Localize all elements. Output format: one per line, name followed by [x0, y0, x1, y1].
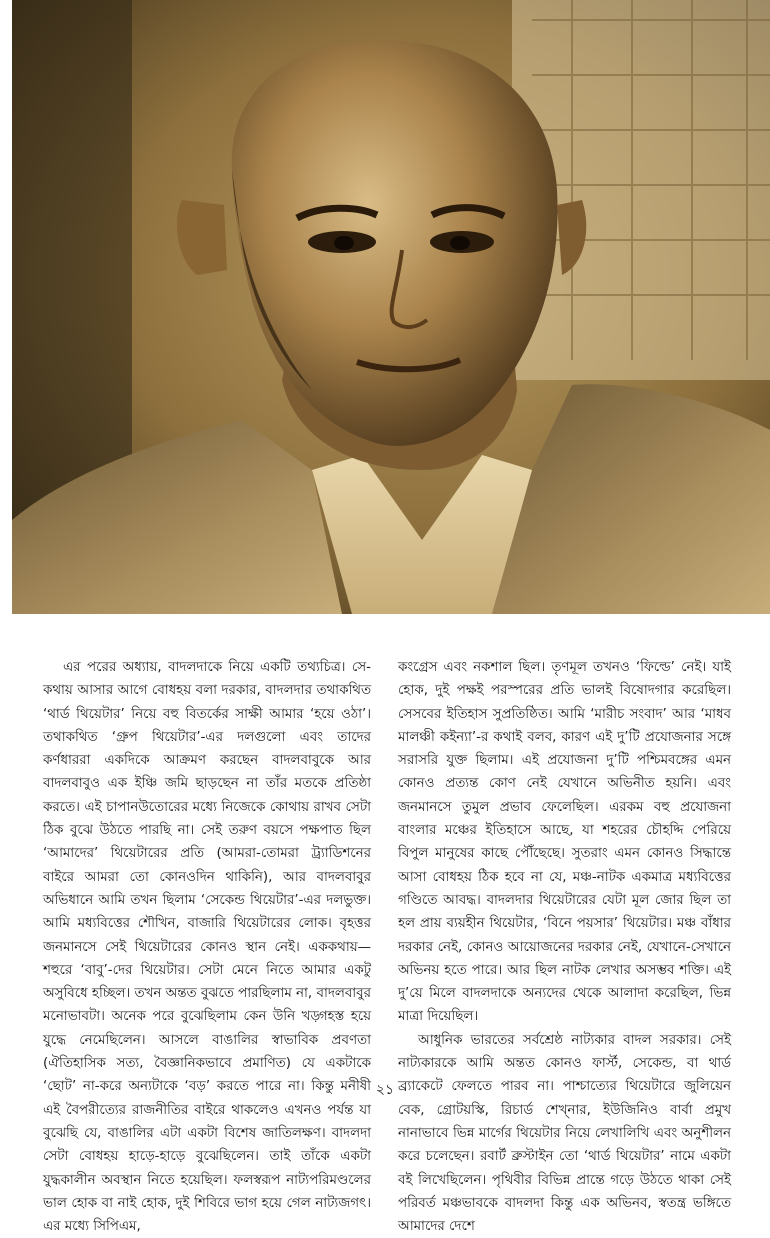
page-number: ২১ [375, 1082, 395, 1098]
text-column-left [43, 656, 371, 1238]
portrait-photo-drawing [12, 0, 770, 614]
paragraph: আধুনিক ভারতের সর্বশ্রেষ্ঠ নাট্যকার বাদল সরকার। সেই নাট্যকারকে আমি অন্তত কোনও ফার্স্ট, সেকেন্ড, বা থার্ড ব্র্যাকেটে ফেলতে পারব না। পাশ্চাত্যের থিয়েটারে জুলিয়েন বেক, গ্রোটয়স্কি, রিচার্ড শেখ্নার, ইউজিনিও বার্বা প্রমুখ নানাভাবে ভিন্ন মার্গের থিয়েটার নিয়ে লেখালিখি এবং অনুশীলন করে চলেছেন। রবার্ট ব্রুস্টাইন তো ‘থার্ড থিয়েটার’ নামে একটা বই লিখেছিলেন। পৃথিবীর বিভিন্ন প্রান্তে গড়ে উঠতে থাকা সেই পরিবর্ত মঞ্চভাবকে বাদলদা কিন্তু এক অভিনব, স্বতন্ত্র ভঙ্গিতে আমাদের দেশে [398, 1032, 731, 1235]
text-column-right [398, 656, 731, 1238]
paragraph: এর পরের অধ্যায়, বাদলদাকে নিয়ে একটি তথ্যচিত্র। সে-কথায় আসার আগে বোধহয় বলা দরকার, বাদলদার তথাকথিত ‘থার্ড থিয়েটার’ নিয়ে বহু বিতর্কের সাক্ষী আমার ‘হয়ে ওঠা’। তথাকথিত ‘গ্রুপ থিয়েটার’-এর দলগুলো এবং তাদের কর্ণধাররা একদিকে আক্রমণ করছেন বাদলবাবুকে আর বাদলবাবুও এক ইঞ্চি জমি ছাড়ছেন না তাঁর মতকে প্রতিষ্ঠা করতে। এই চাপানউতোরের মধ্যে নিজেকে কোথায় রাখব সেটা ঠিক বুঝে উঠতে পারছি না। সেই তরুণ বয়সে পক্ষপাত ছিল ‘আমাদের’ থিয়েটারের প্রতি (আমরা-তোমরা ট্র্যাডিশনের বাইরে আমরা তো কোনওদিন থাকিনি), আর বাদলবাবুর অভিধানে আমি তখন ছিলাম ‘সেকেন্ড থিয়েটার’-এর দলভুক্ত। আমি মধ্যবিত্তের শৌখিন, বাজারি থিয়েটারের লোক। বৃহত্তর জনমানসে সেই থিয়েটারের কোনও স্থান নেই। এককথায়—শহুরে ‘বাবু’-দের থিয়েটার। সেটা মেনে নিতে আমার একটু অসুবিধে হচ্ছিল। তখন অন্তত বুঝতে পারছিলাম না, বাদলবাবুর মনোভাবটা। অনেক পরে বুঝেছিলাম কেন উনি খড়্গহস্ত হয়ে যুদ্ধে নেমেছিলেন। আসলে বাঙালির স্বাভাবিক প্রবণতা (ঐতিহাসিক সত্য, বৈজ্ঞানিকভাবে প্রমাণিত) যে একটাকে ‘ছোট’ না-করে অন্যটাকে ‘বড়’ করতে পারে না। কিন্তু মনীষী এই বৈপরীত্যের রাজনীতির বাইরে থাকলেও এখনও পর্যন্ত যা বুঝেছি যে, বাঙালির এটা একটা বিশেষ জাতিলক্ষণ। বাদলদা সেটা বোধহয় হাড়ে-হাড়ে বুঝেছিলেন। তাই তাঁকে একটা যুদ্ধকালীন অবস্থান নিতে হয়েছিল। ফলস্বরূপ নাট্যপরিমণ্ডলের ভাল হোক বা নাই হোক, দুই শিবিরে ভাগ হয়ে গেল নাট্যজগৎ। এর মধ্যে সিপিএম, [43, 660, 371, 1235]
paragraph: কংগ্রেস এবং নকশাল ছিল। তৃণমূল তখনও ‘ফিল্ডে’ নেই। যাই হোক, দুই পক্ষই পরস্পরের প্রতি ভালই বিষোদগার করেছিল। সেসবের ইতিহাস সুপ্রতিষ্ঠিত। আমি ‘মারীচ সংবাদ’ আর ‘মাধব মালঞ্চী কইন্যা’-র কথাই বলব, কারণ এই দু’টি প্রযোজনার সঙ্গে সরাসরি যুক্ত ছিলাম। এই প্রযোজনা দু’টি পশ্চিমবঙ্গের এমন কোনও প্রত্যন্ত কোণ নেই যেখানে অভিনীত হয়নি। এবং জনমানসে তুমুল প্রভাব ফেলেছিল। এরকম বহু প্রযোজনা বাংলার মঞ্চের ইতিহাসে আছে, যা শহরের চৌহদ্দি পেরিয়ে বিপুল মানুষের কাছে পৌঁছেছে। সুতরাং এমন কোনও সিদ্ধান্তে আসা বোধহয় ঠিক হবে না যে, মঞ্চ-নাটক একমাত্র মধ্যবিত্তের গণ্ডিতে আবদ্ধ। বাদলদার থিয়েটারের যেটা মূল জোর ছিল তা হল প্রায় ব্যয়হীন থিয়েটার, ‘বিনে পয়সার’ থিয়েটার। মঞ্চ বাঁধার দরকার নেই, কোনও আয়োজনের দরকার নেই, যেখানে-সেখানে অভিনয় হতে পারে। আর ছিল নাটক লেখার অসম্ভব শক্তি। এই দু’য়ে মিলে বাদলদাকে অন্যদের থেকে আলাদা করেছিল, ভিন্ন মাত্রা দিয়েছিল। [398, 660, 731, 1025]
portrait-photo [12, 0, 770, 614]
